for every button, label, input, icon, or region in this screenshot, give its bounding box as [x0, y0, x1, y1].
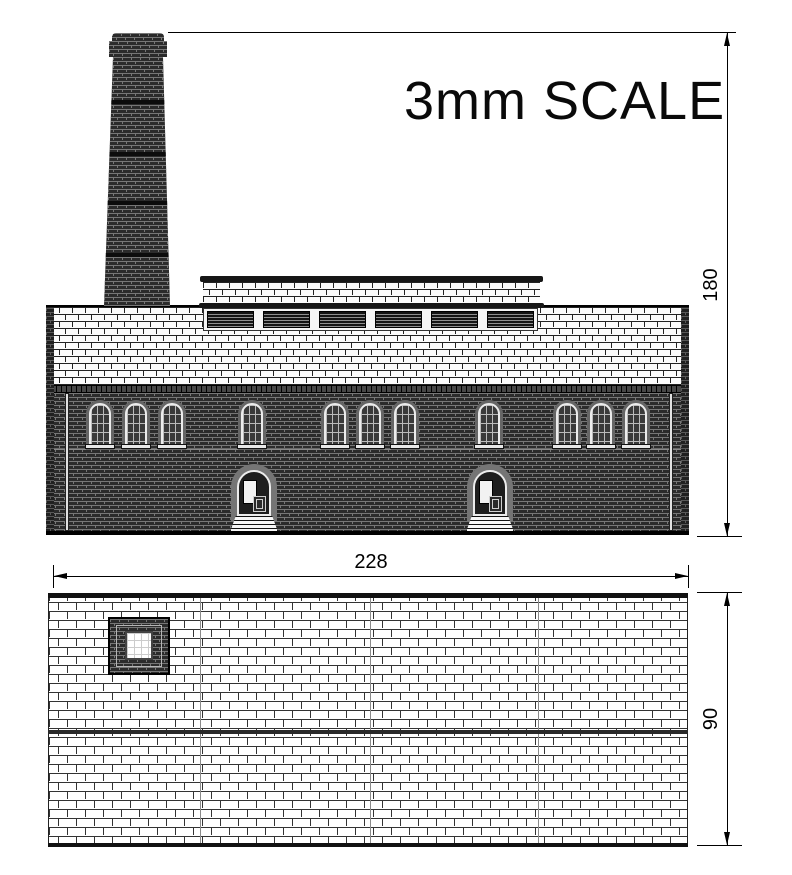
- dim-arrow-up-icon: [724, 593, 730, 606]
- arched-window: [590, 403, 612, 447]
- louver-panel: [319, 311, 366, 328]
- corbel-course: [46, 385, 689, 393]
- dim-line: [727, 33, 728, 536]
- panel-joint-line: [538, 598, 539, 843]
- arched-doorway: [473, 470, 507, 516]
- clerestory-louver-row: [203, 308, 538, 331]
- dim-value-228: 228: [354, 551, 388, 573]
- ground-line: [46, 531, 689, 535]
- dim-arrow-down-icon: [724, 523, 730, 536]
- arched-doorway: [237, 470, 271, 516]
- dim-extension-line: [697, 536, 742, 537]
- chimney-band: [104, 201, 170, 205]
- dim-extension-line: [697, 845, 742, 846]
- arched-window: [161, 403, 183, 447]
- dim-arrow-up-icon: [724, 33, 730, 46]
- arched-window: [89, 403, 111, 447]
- louver-panel: [431, 311, 478, 328]
- chimney-band: [104, 152, 170, 156]
- arched-window: [556, 403, 578, 447]
- pilaster-right: [681, 308, 689, 533]
- dim-extension-line: [697, 592, 742, 593]
- dim-value-180: 180: [700, 268, 722, 302]
- plan-top-edge: [48, 593, 688, 598]
- panel-joint-line: [200, 598, 201, 843]
- louver-panel: [207, 311, 254, 328]
- dim-line: [53, 576, 689, 577]
- plan-chimney-flue: [125, 631, 153, 660]
- louver-panel: [487, 311, 534, 328]
- dim-arrow-down-icon: [724, 832, 730, 845]
- dim-extension-line: [168, 32, 736, 33]
- chimney-band: [104, 100, 170, 104]
- downpipe-right: [669, 393, 673, 531]
- louver-panel: [263, 311, 310, 328]
- louver-panel: [375, 311, 422, 328]
- arched-window: [125, 403, 147, 447]
- pilaster-left: [46, 308, 54, 533]
- chimney-band: [104, 253, 170, 257]
- dim-arrow-right-icon: [675, 573, 688, 579]
- dim-value-90: 90: [700, 707, 722, 731]
- arched-window: [625, 403, 647, 447]
- panel-joint-line: [370, 598, 371, 843]
- plan-ridge-line: [48, 730, 688, 734]
- arched-window: [241, 403, 263, 447]
- arched-window: [478, 403, 500, 447]
- chimney-cap-rim: [109, 41, 167, 57]
- door-steps: [466, 516, 514, 532]
- clerestory-parapet: [203, 282, 540, 303]
- dim-line: [727, 593, 728, 845]
- arched-window: [394, 403, 416, 447]
- plan-bottom-edge: [48, 843, 688, 847]
- downpipe-left: [65, 393, 69, 531]
- chimney-shaft: [104, 57, 170, 306]
- dim-arrow-left-icon: [54, 573, 67, 579]
- arched-window: [324, 403, 346, 447]
- arched-window: [359, 403, 381, 447]
- scale-label: 3mm SCALE: [404, 71, 726, 131]
- door-steps: [230, 516, 278, 532]
